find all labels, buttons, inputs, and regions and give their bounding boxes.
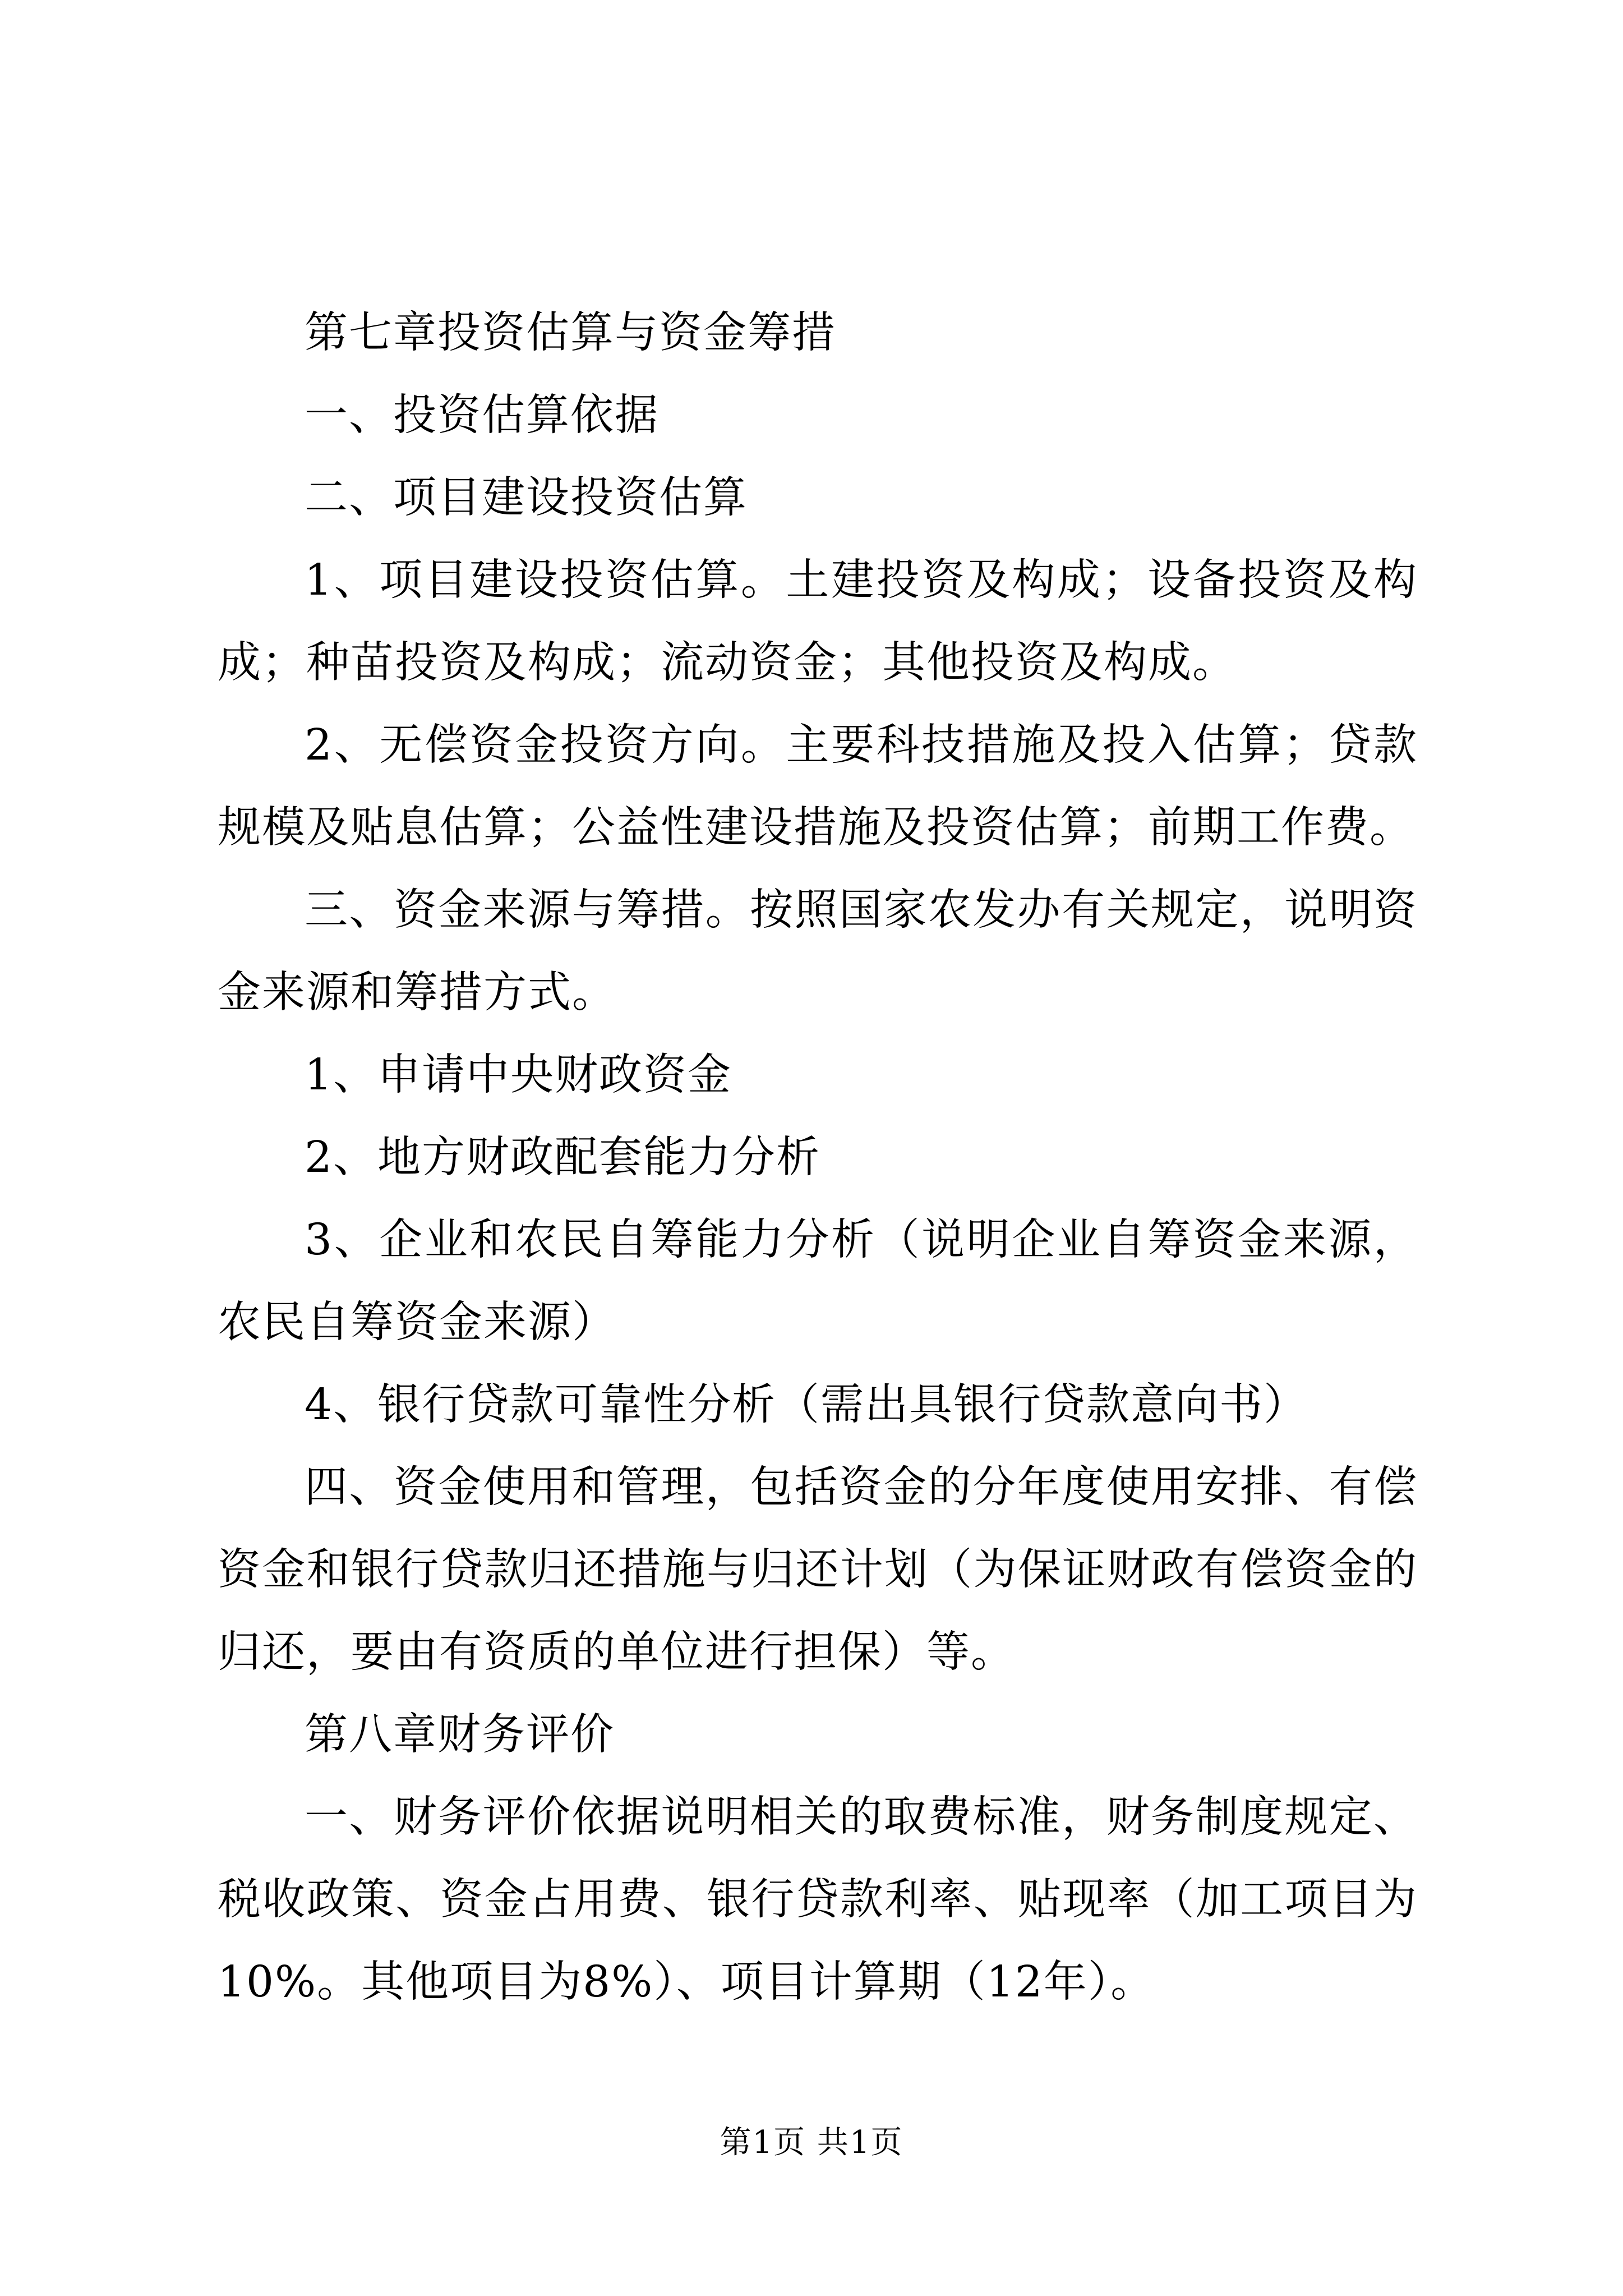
section-investment-basis: 一、投资估算依据 (305, 390, 659, 440)
section-fund-management: 四、资金使用和管理，包括资金的分年度使用安排、有偿资金和银行贷款归还措施与归还计划（为保证财政有偿资金的归还，要由有资质的单位进行担保）等。 (218, 1462, 1418, 1677)
page-number-label: 第1页 共1页 (720, 2124, 903, 2161)
section-construction-estimate: 二、项目建设投资估算 (305, 473, 748, 523)
section-financial-basis: 一、财务评价依据说明相关的取费标准，财务制度规定、税收政策、资金占用费、银行贷款利率、贴现率（加工项目为10%。其他项目为8%）、项目计算期（12年）。 (218, 1792, 1418, 2007)
chapter-7-heading: 第七章投资估算与资金筹措 (305, 308, 836, 358)
chapter-8-heading: 第八章财务评价 (305, 1710, 615, 1760)
item-bank-loan: 4、银行贷款可靠性分析（需出具银行贷款意向书） (305, 1380, 1308, 1430)
paragraph-free-funds-direction: 2、无偿资金投资方向。主要科技措施及投入估算；贷款规模及贴息估算；公益性建设措施及投资估算；前期工作费。 (218, 720, 1418, 853)
paragraph-construction-estimate: 1、项目建设投资估算。土建投资及构成；设备投资及构成；种苗投资及构成；流动资金；其他投资及构成。 (218, 555, 1418, 688)
document-body (218, 292, 1418, 2023)
item-self-raised: 3、企业和农民自筹能力分析（说明企业自筹资金来源，农民自筹资金来源） (218, 1215, 1418, 1347)
item-central-funds: 1、申请中央财政资金 (305, 1050, 732, 1100)
section-funding-sources: 三、资金来源与筹措。按照国家农发办有关规定，说明资金来源和筹措方式。 (218, 885, 1418, 1018)
item-local-matching: 2、地方财政配套能力分析 (305, 1133, 820, 1182)
page-footer (0, 2118, 1623, 2162)
